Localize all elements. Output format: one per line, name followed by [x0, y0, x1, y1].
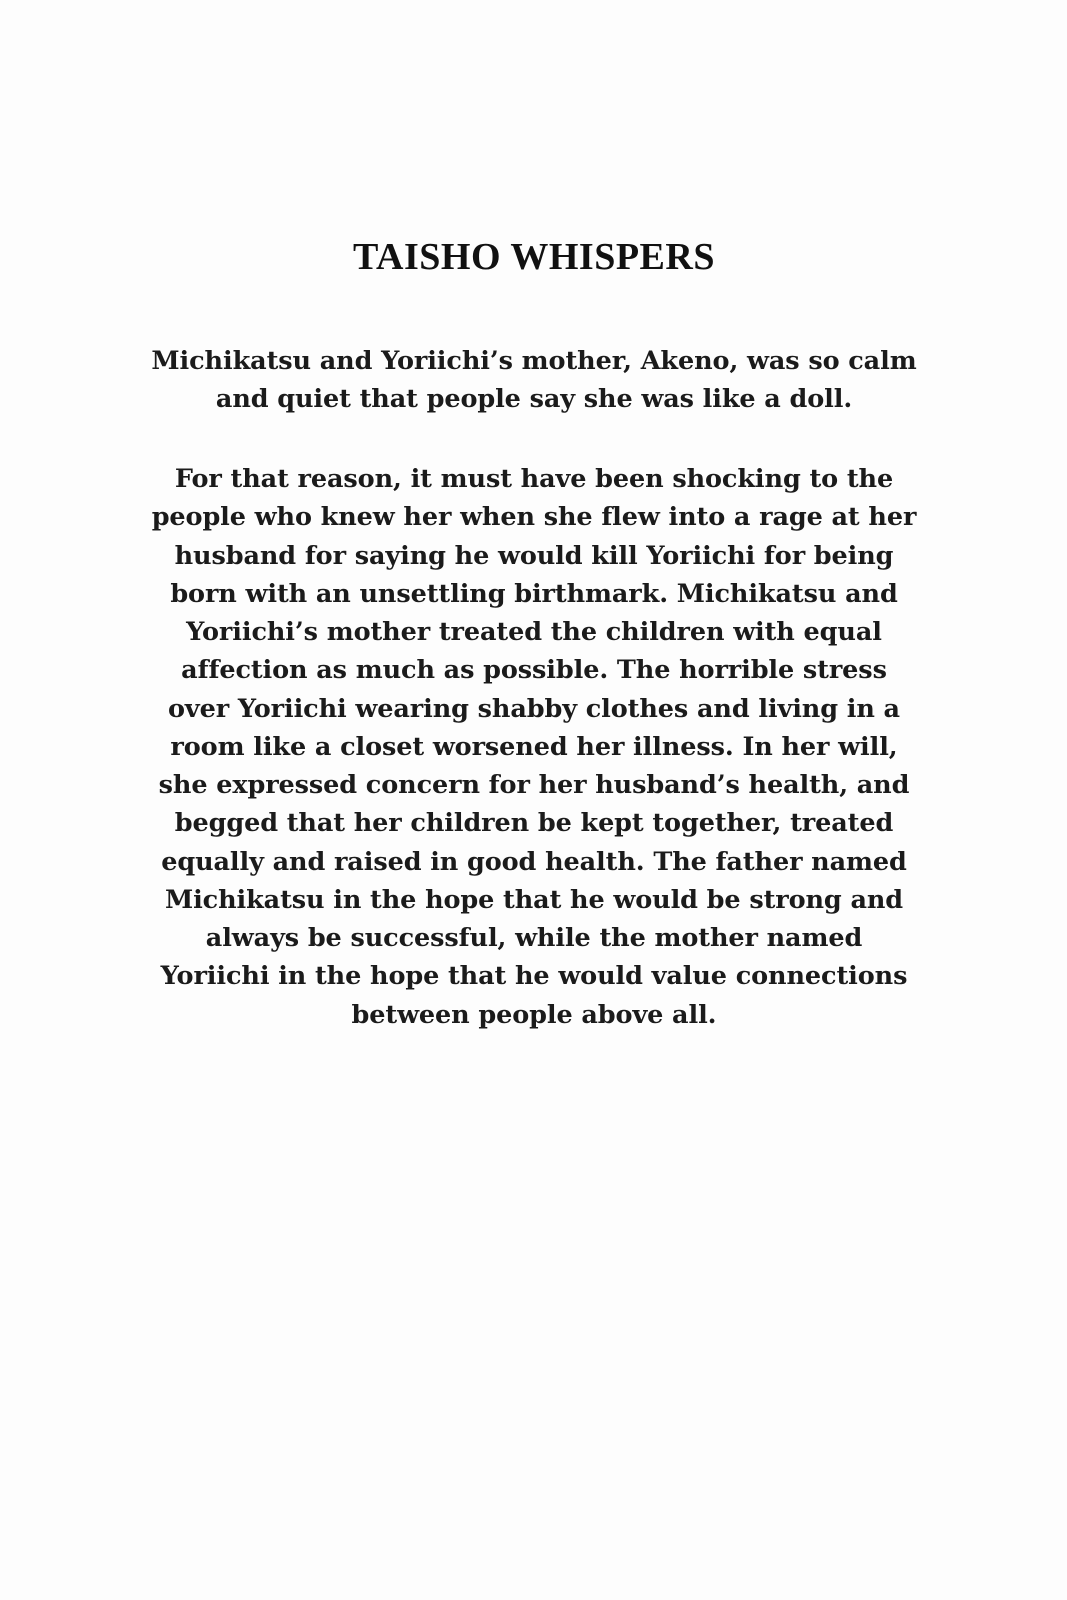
page-title: TAISHO WHISPERS — [353, 236, 715, 278]
body-paragraph-1: Michikatsu and Yoriichi’s mother, Akeno, was so calm and quiet that people say she was like a doll. — [151, 345, 917, 414]
document-content — [150, 236, 918, 1034]
body-paragraph-2: For that reason, it must have been shocking to the people who knew her when she flew into a rage at her husband for saying he would kill Yoriichi for being born with an unsettling birthmark. Michikatsu and Yoriichi’s mother treated the children with equal affection as much as possible. The horrible stress over Yoriichi wearing shabby clothes and living in a room like a closet worsened her illness. In her will, she expressed concern for her husband’s health, and begged that her children be kept together, treated equally and raised in good health. The father named Michikatsu in the hope that he would be strong and always be successful, while the mother named Yoriichi in the hope that he would value connections between people above all. — [151, 464, 917, 1030]
